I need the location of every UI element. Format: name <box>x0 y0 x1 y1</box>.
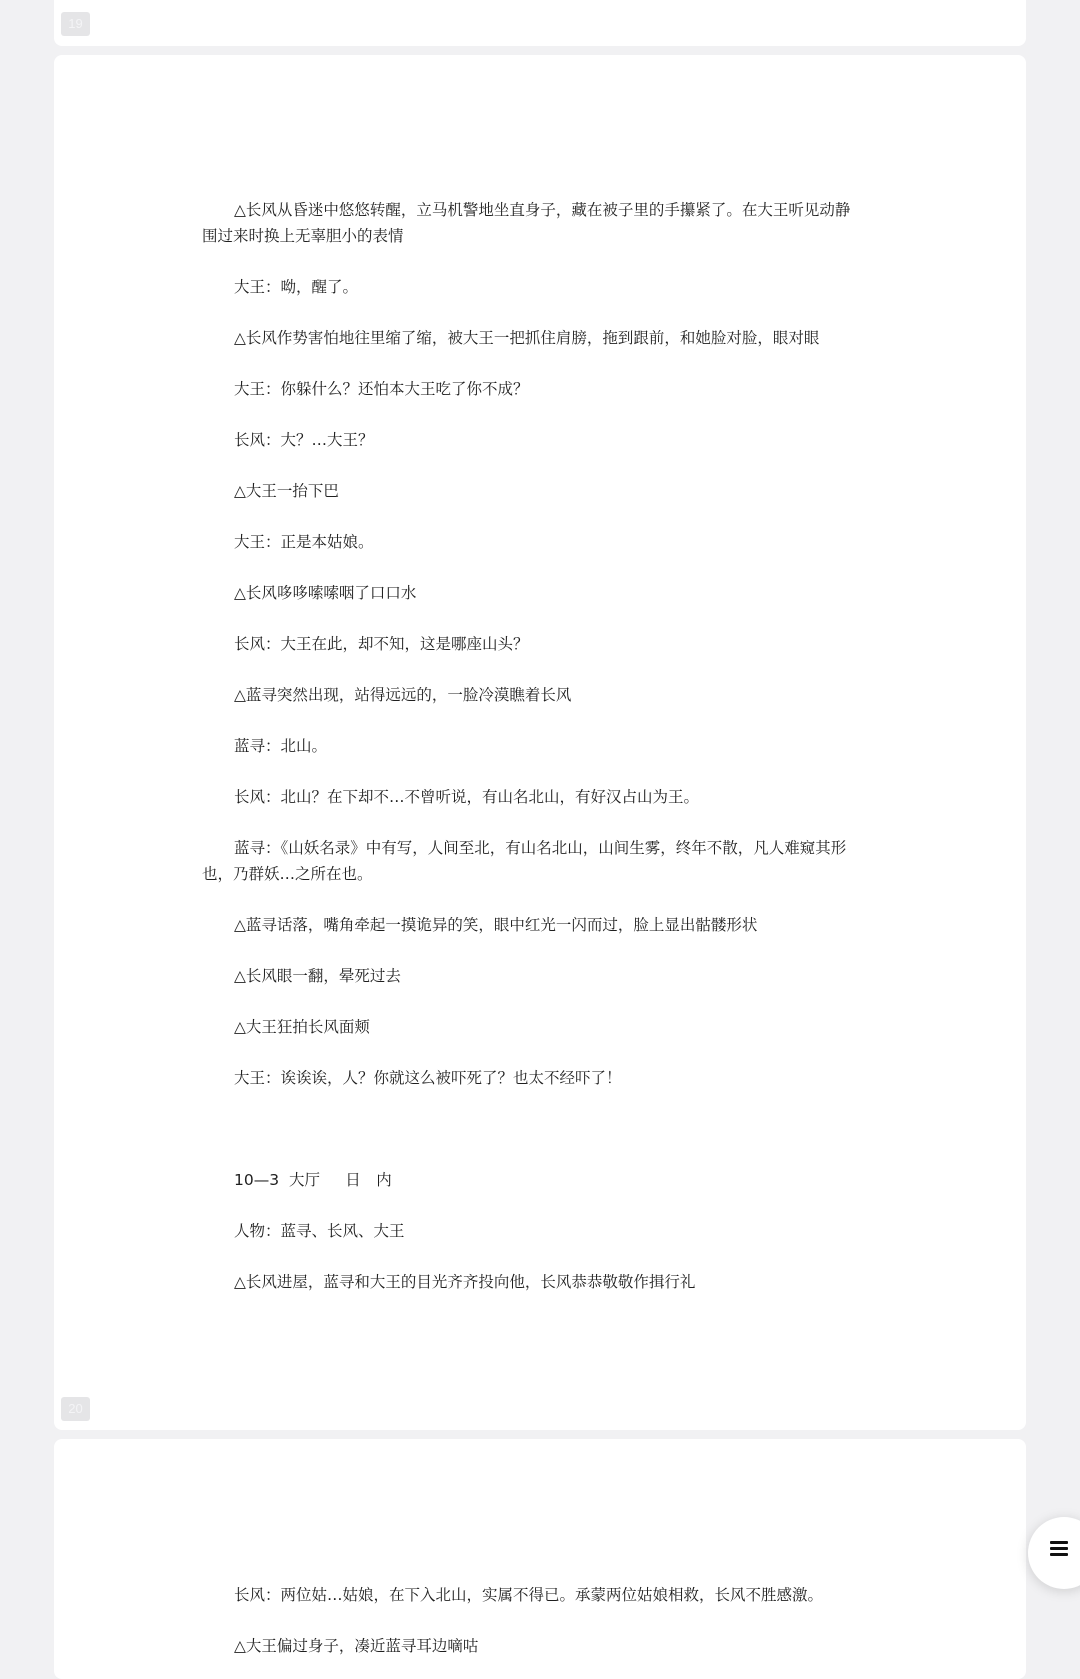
scene-characters: 人物：蓝寻、长风、大王 <box>234 1222 405 1240</box>
script-line: 蓝寻：《山妖名录》中有写，人间至北，有山名北山，山间生雾，终年不散，凡人难窥其形 <box>234 839 847 857</box>
script-line: △长风进屋，蓝寻和大王的目光齐齐投向他，长风恭恭敬敬作揖行礼 <box>234 1273 696 1291</box>
script-line: 长风：大？…大王？ <box>234 431 374 449</box>
script-line: 大王：正是本姑娘。 <box>234 533 374 551</box>
script-line: △大王一抬下巴 <box>234 482 339 500</box>
menu-button[interactable] <box>1028 1517 1080 1589</box>
page-content <box>54 55 1026 1430</box>
menu-icon <box>1050 1541 1068 1557</box>
script-line: 围过来时换上无辜胆小的表情 <box>202 227 404 245</box>
page-card <box>54 0 1026 46</box>
page-card <box>54 55 1026 1430</box>
script-line: 大王：诶诶诶，人？你就这么被吓死了？也太不经吓了！ <box>234 1069 622 1087</box>
script-line: △大王狂拍长风面颊 <box>234 1018 370 1036</box>
script-line: 大王：你躲什么？还怕本大王吃了你不成？ <box>234 380 529 398</box>
script-line: △蓝寻突然出现，站得远远的，一脸冷漠瞧着长风 <box>234 686 572 704</box>
page-number-badge: 19 <box>61 12 90 36</box>
page-content <box>54 1439 1026 1679</box>
script-line: 长风：北山？在下却不…不曾听说，有山名北山，有好汉占山为王。 <box>234 788 700 806</box>
script-line: △长风作势害怕地往里缩了缩，被大王一把抓住肩膀，拖到跟前，和她脸对脸，眼对眼 <box>234 329 820 347</box>
page-number-badge: 20 <box>61 1397 90 1421</box>
script-line: 长风：大王在此，却不知，这是哪座山头？ <box>234 635 529 653</box>
page-card <box>54 1439 1026 1679</box>
scene-heading: 10—3 大厅 日 内 <box>234 1171 392 1189</box>
script-line: △长风眼一翻，晕死过去 <box>234 967 401 985</box>
script-line: 大王：呦，醒了。 <box>234 278 359 296</box>
script-line: △蓝寻话落，嘴角牵起一摸诡异的笑，眼中红光一闪而过，脸上显出骷髅形状 <box>234 916 758 934</box>
script-line: 蓝寻：北山。 <box>234 737 328 755</box>
script-line: 长风：两位姑…姑娘，在下入北山，实属不得已。承蒙两位姑娘相救，长风不胜感激。 <box>234 1586 824 1604</box>
script-line: △长风哆哆嗦嗦咽了口口水 <box>234 584 417 602</box>
script-line: 也，乃群妖…之所在也。 <box>202 865 373 883</box>
script-line: △长风从昏迷中悠悠转醒，立马机警地坐直身子，藏在被子里的手攥紧了。在大王听见动静 <box>234 201 851 219</box>
script-line: △大王偏过身子，凑近蓝寻耳边嘀咕 <box>234 1637 479 1655</box>
